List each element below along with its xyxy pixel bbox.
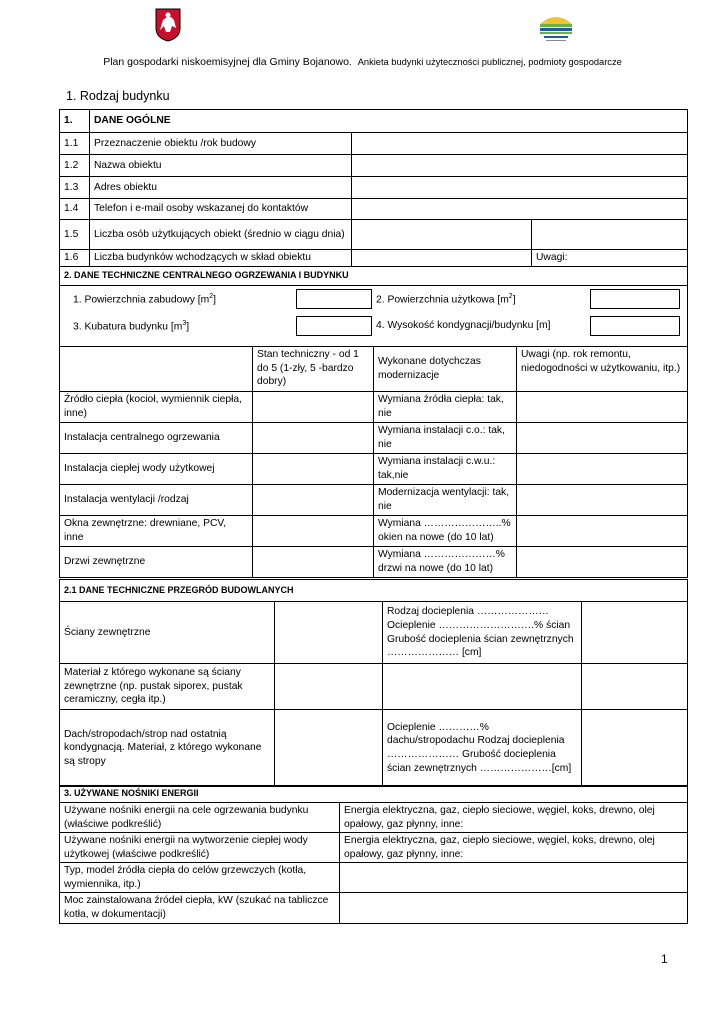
modernization-cell: Wymiana …………………% drzwi na nowe (do 10 lat) [374,547,517,578]
row-label: Drzwi zewnętrzne [60,547,253,578]
walls-input[interactable] [275,602,383,664]
row-label: Telefon i e-mail osoby wskazanej do kontaktów [90,199,352,220]
row-label: Typ, model źródła ciepła do celów grzewczych (kotła, wymiennika, itp.) [60,863,340,893]
bojanowo-crest-logo [155,8,181,42]
row-label: Ściany zewnętrzne [60,602,275,664]
condition-input[interactable] [253,485,374,516]
remarks-input[interactable] [517,485,688,516]
walls-remarks-input[interactable] [582,602,688,664]
row-label: Przeznaczenie obiektu /rok budowy [90,133,352,155]
modernization-cell: Wymiana …………………..% okien na nowe (do 10 lat) [374,516,517,547]
remarks-input[interactable] [517,392,688,423]
field-label-volume: 3. Kubatura budynku $[m^3]$ [73,320,190,333]
header-subtitle: Ankieta budynki użyteczności publicznej, podmioty gospodarcze [357,57,622,67]
condition-input[interactable] [253,392,374,423]
hot-water-carriers-options[interactable]: Energia elektryczna, gaz, ciepło sieciowe, węgiel, koks, drewno, olej opałowy, gaz płynny, inne: [340,833,688,863]
row-number: 1.1 [60,133,90,155]
row-label: Instalacja centralnego ogrzewania [60,423,253,454]
energy-agency-logo [534,10,578,44]
heating-technical-table [59,266,688,578]
row-label: Okna zewnętrzne: drewniane, PCV, inne [60,516,253,547]
row-label: Używane nośniki energii na wytworzenie ciepłej wody użytkowej (właściwe podkreślić) [60,833,340,863]
empty-header-cell [60,347,253,392]
header-title: Plan gospodarki niskoemisyjnej dla Gminy Bojanowo. [103,56,352,68]
empty-cell [383,664,582,710]
row-label: Źródło ciepła (kocioł, wymiennik ciepła, inne) [60,392,253,423]
row-number: 1.6 [60,250,90,267]
row-number: 1.5 [60,220,90,250]
section-2-title: 2. DANE TECHNICZNE CENTRALNEGO OGRZEWANIA I BUDYNKU [60,267,688,286]
row-label: Nazwa obiektu [90,155,352,177]
modernization-cell: Wymiana instalacji c.w.u.: tak,nie [374,454,517,485]
empty-cell [532,220,688,250]
roof-remarks-input[interactable] [582,710,688,787]
section-3-title: 3. UŻYWANE NOŚNIKI ENERGII [60,786,688,803]
remarks-input[interactable] [517,547,688,578]
section-2-1-title: 2.1 DANE TECHNICZNE PRZEGRÓD BUDOWLANYCH [60,580,688,602]
row-label: Liczba budynków wchodzących w skład obiektu [90,250,352,267]
empty-cell [582,664,688,710]
input-cell-purpose[interactable] [352,133,688,155]
condition-input[interactable] [253,547,374,578]
uwagi-label: Uwagi: [532,250,688,267]
row-label: Materiał z którego wykonane są ściany zewnętrzne (np. pustak siporex, pustak ceramiczny, cegła itp.) [60,664,275,710]
row-label: Instalacja ciepłej wody użytkowej [60,454,253,485]
row-label: Liczba osób użytkujących obiekt (średnio w ciągu dnia) [90,220,352,250]
modernization-cell: Modernizacja wentylacji: tak, nie [374,485,517,516]
area-fields-block [60,286,688,347]
field-label-built-area: 1. Powierzchnia zabudowy $[m^2]$ [73,293,216,306]
heating-carriers-options[interactable]: Energia elektryczna, gaz, ciepło sieciowe, węgiel, koks, drewno, olej opałowy, gaz płynny, inne: [340,803,688,833]
row-label: Moc zainstalowana źródeł ciepła, kW (szukać na tabliczce kotła, w dokumentacji) [60,893,340,923]
condition-input[interactable] [253,423,374,454]
input-cell-buildings[interactable] [352,250,532,267]
input-cell-address[interactable] [352,177,688,199]
page-number: 1 [661,952,668,966]
condition-input[interactable] [253,516,374,547]
row-number: 1.4 [60,199,90,220]
row-label: Instalacja wentylacji /rodzaj [60,485,253,516]
installed-power-input[interactable] [340,893,688,923]
field-label-usable-area: 2. Powierzchnia użytkowa $[m^2]$ [376,293,516,306]
section-title: 1. Rodzaj budynku [66,89,170,103]
condition-input[interactable] [253,454,374,485]
roof-input[interactable] [275,710,383,787]
row-label: Adres obiektu [90,177,352,199]
built-area-input[interactable] [296,289,372,309]
col-header-remarks: Uwagi (np. rok remontu, niedogodności w użytkowaniu, itp.) [517,347,688,392]
roof-insulation-info: Ocieplenie …………% dachu/stropodachu Rodzaj docieplenia ………………… Grubość docieplenia ścian zewnętrznych …………………[cm] [383,710,582,787]
input-cell-occupants[interactable] [352,220,532,250]
modernization-cell: Wymiana źródła ciepła: tak, nie [374,392,517,423]
height-input[interactable] [590,316,680,336]
document-header [0,56,725,68]
usable-area-input[interactable] [590,289,680,309]
col-header-modernization: Wykonane dotychczas modernizacje [374,347,517,392]
remarks-input[interactable] [517,423,688,454]
table-head-label: DANE OGÓLNE [90,110,688,133]
energy-carriers-table [59,785,688,924]
general-data-table [59,109,688,267]
walls-insulation-info: Rodzaj docieplenia ………………… Ocieplenie ……………………….% ścian Grubość docieplenia ścian zewnętrznych ………………… [cm] [383,602,582,664]
col-header-condition: Stan techniczny - od 1 do 5 (1-zły, 5 -bardzo dobry) [253,347,374,392]
building-partitions-table [59,579,688,787]
heat-source-model-input[interactable] [340,863,688,893]
wall-material-input[interactable] [275,664,383,710]
modernization-cell: Wymiana instalacji c.o.: tak, nie [374,423,517,454]
input-cell-name[interactable] [352,155,688,177]
row-label: Używane nośniki energii na cele ogrzewania budynku (właściwe podkreślić) [60,803,340,833]
row-number: 1.3 [60,177,90,199]
remarks-input[interactable] [517,516,688,547]
field-label-height: 4. Wysokość kondygnacji/budynku [m] [376,320,551,331]
remarks-input[interactable] [517,454,688,485]
volume-input[interactable] [296,316,372,336]
row-label: Dach/stropodach/strop nad ostatnią kondygnacją. Materiał, z którego wykonane są stropy [60,710,275,787]
row-number: 1.2 [60,155,90,177]
table-head-number: 1. [60,110,90,133]
input-cell-contact[interactable] [352,199,688,220]
